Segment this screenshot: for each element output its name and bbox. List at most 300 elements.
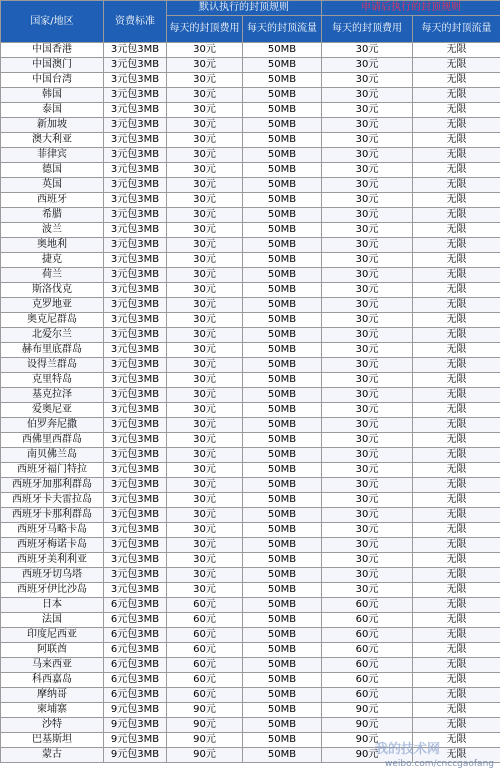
table-row — [1, 658, 500, 673]
applied-fee-cell: 90元 — [322, 748, 413, 763]
applied-flow-cell: 无限 — [413, 328, 500, 343]
country-cell: 克里特岛 — [1, 373, 104, 388]
applied-fee-cell: 30元 — [322, 58, 413, 73]
default-fee-cell: 60元 — [167, 643, 243, 658]
country-cell: 日本 — [1, 598, 104, 613]
default-flow-cell: 50MB — [243, 253, 322, 268]
table-row — [1, 388, 500, 403]
tariff-cell: 3元包3MB — [104, 133, 167, 148]
default-flow-cell: 50MB — [243, 328, 322, 343]
tariff-cell: 6元包3MB — [104, 598, 167, 613]
default-fee-cell: 60元 — [167, 628, 243, 643]
country-cell: 奥地利 — [1, 238, 104, 253]
applied-flow-cell: 无限 — [413, 43, 500, 58]
applied-flow-cell: 无限 — [413, 118, 500, 133]
header-applied-fee: 每天的封顶费用 — [322, 16, 413, 43]
table-row — [1, 268, 500, 283]
tariff-cell: 3元包3MB — [104, 268, 167, 283]
default-fee-cell: 30元 — [167, 343, 243, 358]
applied-flow-cell: 无限 — [413, 58, 500, 73]
default-fee-cell: 30元 — [167, 163, 243, 178]
default-flow-cell: 50MB — [243, 613, 322, 628]
applied-fee-cell: 30元 — [322, 238, 413, 253]
table-row — [1, 718, 500, 733]
tariff-cell: 3元包3MB — [104, 88, 167, 103]
applied-fee-cell: 30元 — [322, 178, 413, 193]
applied-fee-cell: 30元 — [322, 433, 413, 448]
table-row — [1, 418, 500, 433]
table-row — [1, 448, 500, 463]
applied-fee-cell: 90元 — [322, 733, 413, 748]
applied-flow-cell: 无限 — [413, 373, 500, 388]
tariff-cell: 3元包3MB — [104, 343, 167, 358]
table-row — [1, 568, 500, 583]
applied-fee-cell: 30元 — [322, 43, 413, 58]
default-fee-cell: 30元 — [167, 223, 243, 238]
default-fee-cell: 90元 — [167, 703, 243, 718]
applied-fee-cell: 90元 — [322, 718, 413, 733]
default-flow-cell: 50MB — [243, 583, 322, 598]
applied-fee-cell: 30元 — [322, 568, 413, 583]
country-cell: 韩国 — [1, 88, 104, 103]
default-flow-cell: 50MB — [243, 508, 322, 523]
default-flow-cell: 50MB — [243, 598, 322, 613]
applied-fee-cell: 30元 — [322, 373, 413, 388]
applied-fee-cell: 30元 — [322, 358, 413, 373]
tariff-cell: 3元包3MB — [104, 193, 167, 208]
table-row — [1, 433, 500, 448]
applied-fee-cell: 60元 — [322, 613, 413, 628]
default-flow-cell: 50MB — [243, 478, 322, 493]
applied-flow-cell: 无限 — [413, 223, 500, 238]
default-flow-cell: 50MB — [243, 283, 322, 298]
default-flow-cell: 50MB — [243, 628, 322, 643]
table-row — [1, 373, 500, 388]
tariff-cell: 3元包3MB — [104, 58, 167, 73]
country-cell: 西佛里西群岛 — [1, 433, 104, 448]
header-tariff: 资费标准 — [104, 1, 167, 43]
default-fee-cell: 30元 — [167, 418, 243, 433]
default-fee-cell: 30元 — [167, 73, 243, 88]
country-cell: 德国 — [1, 163, 104, 178]
table-row — [1, 103, 500, 118]
default-fee-cell: 30元 — [167, 238, 243, 253]
table-row — [1, 553, 500, 568]
default-fee-cell: 30元 — [167, 403, 243, 418]
country-cell: 南贝佛兰岛 — [1, 448, 104, 463]
country-cell: 科西嘉岛 — [1, 673, 104, 688]
applied-flow-cell: 无限 — [413, 103, 500, 118]
default-flow-cell: 50MB — [243, 493, 322, 508]
applied-flow-cell: 无限 — [413, 133, 500, 148]
applied-fee-cell: 30元 — [322, 73, 413, 88]
default-flow-cell: 50MB — [243, 568, 322, 583]
default-flow-cell: 50MB — [243, 193, 322, 208]
applied-flow-cell: 无限 — [413, 358, 500, 373]
applied-fee-cell: 30元 — [322, 313, 413, 328]
tariff-cell: 3元包3MB — [104, 508, 167, 523]
table-row — [1, 538, 500, 553]
default-flow-cell: 50MB — [243, 448, 322, 463]
default-flow-cell: 50MB — [243, 403, 322, 418]
tariff-cell: 3元包3MB — [104, 208, 167, 223]
tariff-cell: 3元包3MB — [104, 433, 167, 448]
table-row — [1, 478, 500, 493]
applied-fee-cell: 30元 — [322, 148, 413, 163]
applied-fee-cell: 30元 — [322, 538, 413, 553]
applied-fee-cell: 30元 — [322, 118, 413, 133]
default-fee-cell: 30元 — [167, 433, 243, 448]
default-fee-cell: 30元 — [167, 463, 243, 478]
tariff-cell: 9元包3MB — [104, 703, 167, 718]
default-fee-cell: 60元 — [167, 598, 243, 613]
tariff-cell: 6元包3MB — [104, 688, 167, 703]
default-flow-cell: 50MB — [243, 178, 322, 193]
watermark-weibo: weibo.com/cnccgaofang — [385, 759, 494, 769]
applied-fee-cell: 30元 — [322, 253, 413, 268]
default-fee-cell: 30元 — [167, 208, 243, 223]
applied-fee-cell: 60元 — [322, 643, 413, 658]
default-fee-cell: 30元 — [167, 478, 243, 493]
applied-fee-cell: 60元 — [322, 658, 413, 673]
default-flow-cell: 50MB — [243, 748, 322, 763]
header-default-fee: 每天的封顶费用 — [167, 16, 243, 43]
country-cell: 斯洛伐克 — [1, 283, 104, 298]
table-row — [1, 523, 500, 538]
tariff-cell: 3元包3MB — [104, 178, 167, 193]
applied-flow-cell: 无限 — [413, 463, 500, 478]
country-cell: 沙特 — [1, 718, 104, 733]
applied-flow-cell: 无限 — [413, 658, 500, 673]
applied-flow-cell: 无限 — [413, 673, 500, 688]
tariff-cell: 3元包3MB — [104, 373, 167, 388]
tariff-cell: 3元包3MB — [104, 43, 167, 58]
table-row — [1, 598, 500, 613]
default-flow-cell: 50MB — [243, 703, 322, 718]
default-fee-cell: 30元 — [167, 148, 243, 163]
table-row — [1, 298, 500, 313]
applied-fee-cell: 30元 — [322, 88, 413, 103]
default-fee-cell: 30元 — [167, 328, 243, 343]
country-cell: 马来西亚 — [1, 658, 104, 673]
tariff-cell: 3元包3MB — [104, 538, 167, 553]
default-flow-cell: 50MB — [243, 373, 322, 388]
country-cell: 西班牙福门特拉 — [1, 463, 104, 478]
default-fee-cell: 30元 — [167, 388, 243, 403]
default-flow-cell: 50MB — [243, 433, 322, 448]
default-flow-cell: 50MB — [243, 733, 322, 748]
country-cell: 摩纳哥 — [1, 688, 104, 703]
tariff-cell: 3元包3MB — [104, 493, 167, 508]
applied-flow-cell: 无限 — [413, 478, 500, 493]
tariff-cell: 3元包3MB — [104, 448, 167, 463]
default-fee-cell: 30元 — [167, 298, 243, 313]
tariff-cell: 3元包3MB — [104, 358, 167, 373]
country-cell: 西班牙马略卡岛 — [1, 523, 104, 538]
country-cell: 捷克 — [1, 253, 104, 268]
country-cell: 爱奥尼亚 — [1, 403, 104, 418]
applied-flow-cell: 无限 — [413, 208, 500, 223]
default-fee-cell: 30元 — [167, 88, 243, 103]
default-flow-cell: 50MB — [243, 688, 322, 703]
country-cell: 澳大利亚 — [1, 133, 104, 148]
table-row — [1, 73, 500, 88]
applied-flow-cell: 无限 — [413, 163, 500, 178]
country-cell: 西班牙 — [1, 193, 104, 208]
default-fee-cell: 30元 — [167, 253, 243, 268]
tariff-cell: 9元包3MB — [104, 718, 167, 733]
table-row — [1, 208, 500, 223]
applied-fee-cell: 30元 — [322, 223, 413, 238]
default-flow-cell: 50MB — [243, 463, 322, 478]
applied-flow-cell: 无限 — [413, 718, 500, 733]
applied-flow-cell: 无限 — [413, 583, 500, 598]
tariff-cell: 3元包3MB — [104, 298, 167, 313]
country-cell: 中国澳门 — [1, 58, 104, 73]
applied-fee-cell: 30元 — [322, 328, 413, 343]
tariff-cell: 3元包3MB — [104, 163, 167, 178]
table-row — [1, 583, 500, 598]
default-flow-cell: 50MB — [243, 118, 322, 133]
default-fee-cell: 30元 — [167, 373, 243, 388]
tariff-cell: 6元包3MB — [104, 658, 167, 673]
applied-flow-cell: 无限 — [413, 613, 500, 628]
default-flow-cell: 50MB — [243, 538, 322, 553]
default-flow-cell: 50MB — [243, 718, 322, 733]
applied-fee-cell: 30元 — [322, 403, 413, 418]
tariff-cell: 3元包3MB — [104, 73, 167, 88]
default-fee-cell: 90元 — [167, 733, 243, 748]
applied-flow-cell: 无限 — [413, 268, 500, 283]
default-fee-cell: 30元 — [167, 568, 243, 583]
country-cell: 西班牙卡那利群岛 — [1, 508, 104, 523]
tariff-cell: 3元包3MB — [104, 583, 167, 598]
country-cell: 巴基斯坦 — [1, 733, 104, 748]
applied-flow-cell: 无限 — [413, 388, 500, 403]
applied-flow-cell: 无限 — [413, 343, 500, 358]
applied-fee-cell: 30元 — [322, 163, 413, 178]
default-flow-cell: 50MB — [243, 208, 322, 223]
default-flow-cell: 50MB — [243, 58, 322, 73]
tariff-cell: 3元包3MB — [104, 478, 167, 493]
table-row — [1, 193, 500, 208]
country-cell: 克罗地亚 — [1, 298, 104, 313]
applied-fee-cell: 60元 — [322, 673, 413, 688]
country-cell: 西班牙梅诺卡岛 — [1, 538, 104, 553]
country-cell: 赫布里底群岛 — [1, 343, 104, 358]
country-cell: 设得兰群岛 — [1, 358, 104, 373]
table-row — [1, 643, 500, 658]
default-flow-cell: 50MB — [243, 358, 322, 373]
table-row — [1, 463, 500, 478]
tariff-cell: 3元包3MB — [104, 523, 167, 538]
applied-flow-cell: 无限 — [413, 193, 500, 208]
country-cell: 伯罗奔尼撒 — [1, 418, 104, 433]
applied-flow-cell: 无限 — [413, 148, 500, 163]
table-body — [1, 43, 500, 763]
table-row — [1, 358, 500, 373]
country-cell: 西班牙切乌塔 — [1, 568, 104, 583]
applied-flow-cell: 无限 — [413, 298, 500, 313]
default-flow-cell: 50MB — [243, 43, 322, 58]
applied-flow-cell: 无限 — [413, 178, 500, 193]
applied-flow-cell: 无限 — [413, 628, 500, 643]
table-row — [1, 118, 500, 133]
country-cell: 希腊 — [1, 208, 104, 223]
default-fee-cell: 60元 — [167, 673, 243, 688]
applied-fee-cell: 30元 — [322, 283, 413, 298]
country-cell: 菲律宾 — [1, 148, 104, 163]
applied-flow-cell: 无限 — [413, 568, 500, 583]
tariff-cell: 3元包3MB — [104, 118, 167, 133]
table-row — [1, 688, 500, 703]
applied-fee-cell: 30元 — [322, 103, 413, 118]
applied-flow-cell: 无限 — [413, 73, 500, 88]
applied-fee-cell: 30元 — [322, 208, 413, 223]
applied-flow-cell: 无限 — [413, 253, 500, 268]
default-flow-cell: 50MB — [243, 313, 322, 328]
header-default-flow: 每天的封顶流量 — [243, 16, 322, 43]
applied-fee-cell: 30元 — [322, 193, 413, 208]
applied-fee-cell: 30元 — [322, 388, 413, 403]
country-cell: 英国 — [1, 178, 104, 193]
applied-fee-cell: 30元 — [322, 553, 413, 568]
table-row — [1, 493, 500, 508]
applied-fee-cell: 60元 — [322, 628, 413, 643]
default-flow-cell: 50MB — [243, 388, 322, 403]
table-row — [1, 163, 500, 178]
default-flow-cell: 50MB — [243, 673, 322, 688]
country-cell: 泰国 — [1, 103, 104, 118]
tariff-cell: 3元包3MB — [104, 403, 167, 418]
default-fee-cell: 30元 — [167, 103, 243, 118]
default-fee-cell: 30元 — [167, 268, 243, 283]
table-row — [1, 238, 500, 253]
country-cell: 西班牙美利利亚 — [1, 553, 104, 568]
table-row — [1, 613, 500, 628]
default-flow-cell: 50MB — [243, 268, 322, 283]
applied-flow-cell: 无限 — [413, 733, 500, 748]
default-flow-cell: 50MB — [243, 643, 322, 658]
tariff-cell: 6元包3MB — [104, 673, 167, 688]
default-flow-cell: 50MB — [243, 553, 322, 568]
applied-fee-cell: 30元 — [322, 133, 413, 148]
default-flow-cell: 50MB — [243, 73, 322, 88]
country-cell: 柬埔寨 — [1, 703, 104, 718]
applied-fee-cell: 30元 — [322, 478, 413, 493]
country-cell: 西班牙加那利群岛 — [1, 478, 104, 493]
default-flow-cell: 50MB — [243, 148, 322, 163]
applied-fee-cell: 60元 — [322, 688, 413, 703]
applied-flow-cell: 无限 — [413, 238, 500, 253]
header-applied-flow: 每天的封顶流量 — [413, 16, 500, 43]
applied-flow-cell: 无限 — [413, 493, 500, 508]
default-flow-cell: 50MB — [243, 223, 322, 238]
tariff-cell: 6元包3MB — [104, 643, 167, 658]
table-row — [1, 88, 500, 103]
default-flow-cell: 50MB — [243, 133, 322, 148]
country-cell: 新加坡 — [1, 118, 104, 133]
default-fee-cell: 30元 — [167, 553, 243, 568]
default-fee-cell: 30元 — [167, 358, 243, 373]
table-row — [1, 283, 500, 298]
country-cell: 法国 — [1, 613, 104, 628]
applied-flow-cell: 无限 — [413, 688, 500, 703]
default-fee-cell: 30元 — [167, 118, 243, 133]
default-fee-cell: 60元 — [167, 658, 243, 673]
tariff-cell: 3元包3MB — [104, 418, 167, 433]
tariff-cell: 6元包3MB — [104, 628, 167, 643]
tariff-cell: 3元包3MB — [104, 103, 167, 118]
default-fee-cell: 30元 — [167, 523, 243, 538]
tariff-cell: 6元包3MB — [104, 613, 167, 628]
applied-flow-cell: 无限 — [413, 598, 500, 613]
table-row — [1, 628, 500, 643]
applied-flow-cell: 无限 — [413, 703, 500, 718]
country-cell: 印度尼西亚 — [1, 628, 104, 643]
default-fee-cell: 30元 — [167, 178, 243, 193]
table-row — [1, 133, 500, 148]
tariff-cell: 3元包3MB — [104, 238, 167, 253]
default-flow-cell: 50MB — [243, 658, 322, 673]
default-flow-cell: 50MB — [243, 523, 322, 538]
table-row — [1, 223, 500, 238]
table-row — [1, 253, 500, 268]
default-flow-cell: 50MB — [243, 88, 322, 103]
country-cell: 波兰 — [1, 223, 104, 238]
applied-fee-cell: 30元 — [322, 448, 413, 463]
tariff-cell: 3元包3MB — [104, 568, 167, 583]
default-fee-cell: 90元 — [167, 718, 243, 733]
applied-flow-cell: 无限 — [413, 523, 500, 538]
table-row — [1, 328, 500, 343]
tariff-cell: 3元包3MB — [104, 148, 167, 163]
watermark-brand: 我的技术网 — [374, 742, 440, 757]
tariff-cell: 9元包3MB — [104, 748, 167, 763]
default-flow-cell: 50MB — [243, 238, 322, 253]
country-cell: 基克拉泽 — [1, 388, 104, 403]
applied-flow-cell: 无限 — [413, 643, 500, 658]
default-fee-cell: 30元 — [167, 583, 243, 598]
tariff-cell: 3元包3MB — [104, 553, 167, 568]
country-cell: 西班牙卡夫雷拉岛 — [1, 493, 104, 508]
country-cell: 北爱尔兰 — [1, 328, 104, 343]
country-cell: 荷兰 — [1, 268, 104, 283]
tariff-cell: 3元包3MB — [104, 253, 167, 268]
applied-fee-cell: 30元 — [322, 523, 413, 538]
applied-flow-cell: 无限 — [413, 748, 500, 763]
applied-fee-cell: 30元 — [322, 418, 413, 433]
default-fee-cell: 30元 — [167, 58, 243, 73]
table-row — [1, 178, 500, 193]
default-flow-cell: 50MB — [243, 343, 322, 358]
table-row — [1, 508, 500, 523]
default-flow-cell: 50MB — [243, 298, 322, 313]
applied-flow-cell: 无限 — [413, 433, 500, 448]
table-row — [1, 673, 500, 688]
default-flow-cell: 50MB — [243, 163, 322, 178]
applied-fee-cell: 30元 — [322, 508, 413, 523]
applied-flow-cell: 无限 — [413, 538, 500, 553]
default-flow-cell: 50MB — [243, 418, 322, 433]
default-fee-cell: 30元 — [167, 43, 243, 58]
default-fee-cell: 30元 — [167, 508, 243, 523]
applied-flow-cell: 无限 — [413, 88, 500, 103]
default-fee-cell: 90元 — [167, 748, 243, 763]
country-cell: 中国香港 — [1, 43, 104, 58]
table-row — [1, 403, 500, 418]
table-row — [1, 703, 500, 718]
